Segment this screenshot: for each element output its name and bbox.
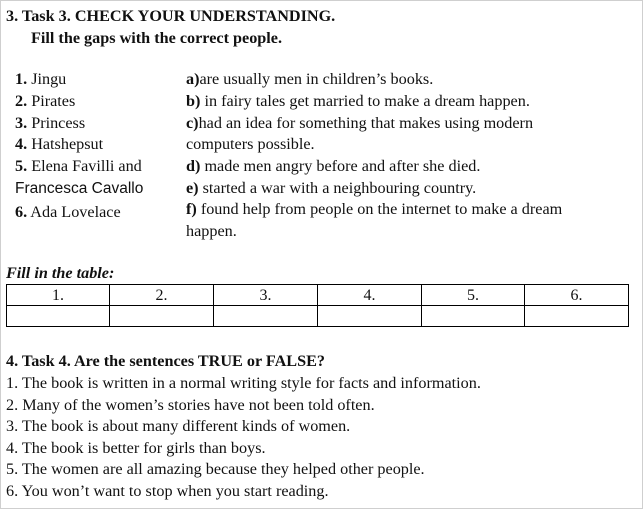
table-answer-row [7,306,629,327]
table-header-row [7,285,629,306]
task3-instruction: Fill the gaps with the correct people. [31,29,283,47]
person-item: 5. Elena Favilli and [15,157,142,175]
task3-title: 3. Task 3. CHECK YOUR UNDERSTANDING. [6,7,336,25]
statement-item: 4. The book is better for girls than boys. [6,439,266,457]
option-item-continued: computers possible. [186,135,315,153]
person-item-continued: Francesca Cavallo [15,180,144,197]
answer-table [6,284,629,327]
answer-cell[interactable] [525,306,629,327]
person-item: 4. Hatshepsut [15,135,104,153]
statement-item: 3. The book is about many different kinds of women. [6,417,351,435]
option-item: e) started a war with a neighbouring country. [186,179,477,197]
table-header-cell: 1. [7,285,110,306]
table-header-cell: 4. [318,285,422,306]
table-header-cell: 6. [525,285,629,306]
answer-cell[interactable] [214,306,318,327]
task4-title: 4. Task 4. Are the sentences TRUE or FALSE? [6,352,325,370]
answer-cell[interactable] [7,306,110,327]
person-item: 2. Pirates [15,92,76,110]
table-header-cell: 2. [110,285,214,306]
person-item: 6. Ada Lovelace [15,203,121,221]
table-header-cell: 3. [214,285,318,306]
option-item: b) in fairy tales get married to make a dream happen. [186,92,530,110]
option-item-continued: happen. [186,222,237,240]
statement-item: 5. The women are all amazing because they helped other people. [6,460,425,478]
option-item: a)are usually men in children’s books. [186,70,434,88]
table-label: Fill in the table: [6,264,115,282]
answer-cell[interactable] [318,306,422,327]
option-item: f) found help from people on the internet to make a dream [186,200,563,218]
person-item: 1. Jingu [15,70,67,88]
statement-item: 6. You won’t want to stop when you start reading. [6,482,329,500]
answer-cell[interactable] [422,306,525,327]
statement-item: 1. The book is written in a normal writing style for facts and information. [6,374,481,392]
table-header-cell: 5. [422,285,525,306]
option-item: d) made men angry before and after she died. [186,157,481,175]
option-item: c)had an idea for something that makes using modern [186,114,534,132]
statement-item: 2. Many of the women’s stories have not been told often. [6,396,375,414]
person-item: 3. Princess [15,114,86,132]
answer-cell[interactable] [110,306,214,327]
